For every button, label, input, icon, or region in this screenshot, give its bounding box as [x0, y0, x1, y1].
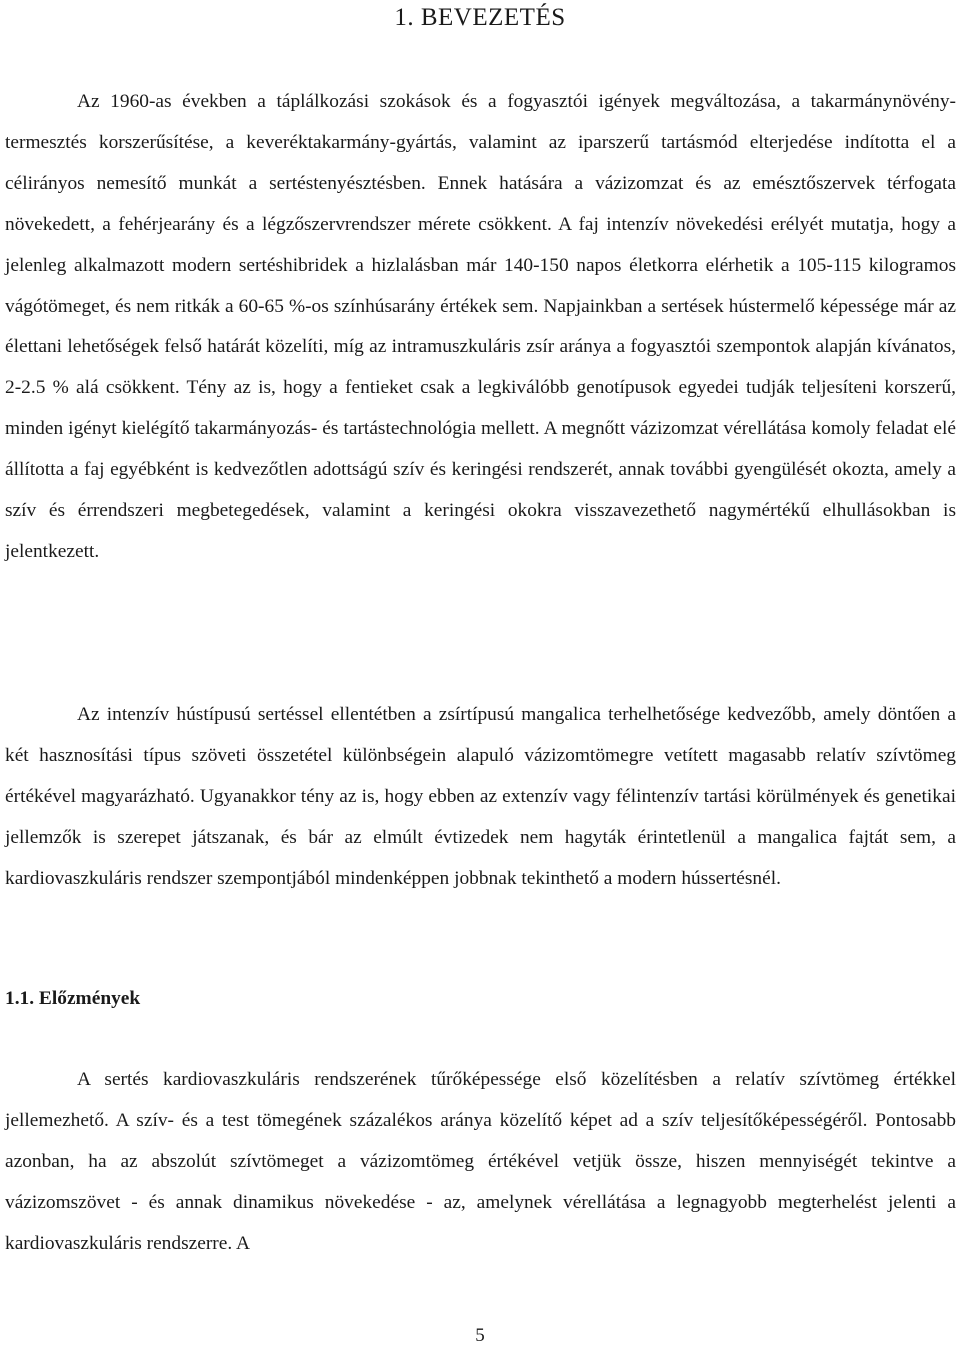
chapter-title: 1. BEVEZETÉS: [394, 4, 566, 31]
section-heading: 1.1. Előzmények: [5, 988, 141, 1009]
body-paragraph-3: A sertés kardiovaszkuláris rendszerének tűrőképessége első közelítésben a relatív szívtömeg értékkel jellemezhető. A szív- és a test tömegének százalékos aránya közelítő képet ad a szív teljesítőképességéről. Pontosabb azonban, ha az abszolút szívtömeget a vázizomtömeg értékével vetjük össze, hiszen mennyiségét tekintve a vázizomszövet - és annak dinamikus növekedése - az, amelynek vérellátása a legnagyobb megterhelést jelenti a kardiovaszkuláris rendszerre. A: [5, 1069, 956, 1254]
body-paragraph-1: Az 1960-as években a táplálkozási szokások és a fogyasztói igények megváltozása, a takarmánynövény-termesztés korszerűsítése, a keveréktakarmány-gyártás, valamint az iparszerű tartásmód elterjedése indította el a célirányos nemesítő munkát a sertéstenyésztésben. Ennek hatására a vázizomzat és az emésztőszervek térfogata növekedett, a fehérjearány és a légzőszervrendszer mérete csökkent. A faj intenzív növekedési erélyét mutatja, hogy a jelenleg alkalmazott modern sertéshibridek a hizlalásban már 140-150 napos életkorra elérhetik a 105-115 kilogramos vágótömeget, és nem ritkák a 60-65 %-os színhúsarány értékek sem. Napjainkban a sertések hústermelő képessége már az élettani lehetőségek felső határát közelíti, míg az intramuszkuláris zsír aránya a fogyasztói szempontok alapján kívánatos, 2-2.5 % alá csökkent. Tény az is, hogy a fentieket csak a legkiválóbb genotípusok egyedei tudják teljesíteni korszerű, minden igényt kielégítő takarmányozás- és tartástechnológia mellett. A megnőtt vázizomzat vérellátása komoly feladat elé állította a faj egyébként is kedvezőtlen adottságú szív és keringési rendszerét, annak további gyengülését okozta, amely a szív és érrendszeri megbetegedések, valamint a keringési okokra visszavezethető nagymértékű elhullásokban is jelentkezett.: [5, 91, 956, 562]
page-number: 5: [475, 1325, 485, 1346]
body-paragraph-2: Az intenzív hústípusú sertéssel ellentétben a zsírtípusú mangalica terhelhetősége kedvezőbb, amely döntően a két hasznosítási típus szöveti összetétel különbségein alapuló vázizomtömegre vetített magasabb relatív szívtömeg értékével magyarázható. Ugyanakkor tény az is, hogy ebben az extenzív vagy félintenzív tartási körülmények és genetikai jellemzők is szerepet játszanak, és bár az elmúlt évtizedek nem hagyták érintetlenül a mangalica fajtát sem, a kardiovaszkuláris rendszer szempontjából mindenképpen jobbnak tekinthető a modern hússertésnél.: [5, 704, 956, 889]
